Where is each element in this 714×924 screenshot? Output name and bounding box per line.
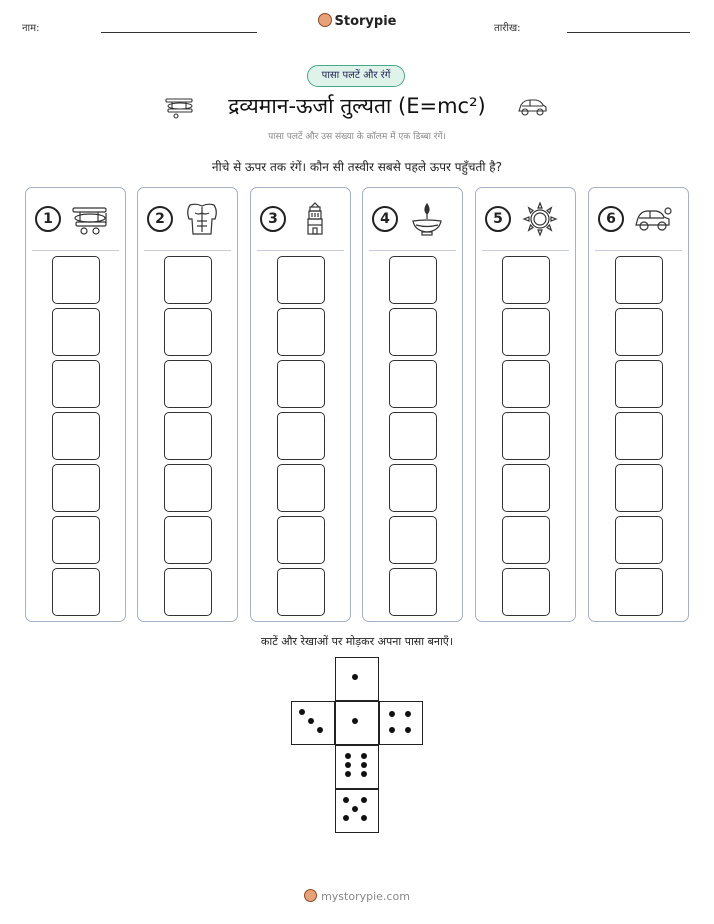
dice-pip — [343, 797, 349, 803]
color-box[interactable] — [277, 360, 325, 408]
name-label: नाम: — [22, 23, 40, 34]
dice-face-top — [335, 657, 379, 701]
dice-face-left — [291, 701, 335, 745]
column-number: 6 — [598, 206, 624, 232]
column-number: 1 — [35, 206, 61, 232]
color-box[interactable] — [502, 464, 550, 512]
column-4 — [362, 187, 463, 622]
color-box[interactable] — [389, 516, 437, 564]
color-box[interactable] — [52, 256, 100, 304]
color-box[interactable] — [164, 256, 212, 304]
title-car-icon — [516, 95, 550, 119]
color-box[interactable] — [389, 360, 437, 408]
dice-pip — [345, 753, 351, 759]
color-box[interactable] — [52, 412, 100, 460]
dice-pip — [317, 727, 323, 733]
color-box[interactable] — [615, 412, 663, 460]
color-box[interactable] — [615, 256, 663, 304]
dice-pip — [361, 815, 367, 821]
column-number: 4 — [372, 206, 398, 232]
color-box[interactable] — [502, 360, 550, 408]
color-box[interactable] — [389, 568, 437, 616]
color-box[interactable] — [615, 516, 663, 564]
color-box[interactable] — [52, 464, 100, 512]
footer — [0, 889, 714, 903]
column-number: 3 — [260, 206, 286, 232]
color-box[interactable] — [615, 464, 663, 512]
color-box[interactable] — [164, 516, 212, 564]
dice-face-bottom — [335, 789, 379, 833]
dice-pip — [345, 771, 351, 777]
color-box[interactable] — [52, 516, 100, 564]
car-icon — [633, 201, 673, 237]
column-3 — [250, 187, 351, 622]
color-box[interactable] — [52, 568, 100, 616]
storypie-logo-icon — [318, 13, 332, 27]
date-label: तारीख: — [494, 23, 521, 34]
column-divider — [32, 250, 119, 251]
color-box[interactable] — [615, 308, 663, 356]
color-box[interactable] — [389, 412, 437, 460]
dice-face-center — [335, 701, 379, 745]
column-divider — [482, 250, 569, 251]
name-line — [101, 32, 257, 33]
column-divider — [144, 250, 231, 251]
dice-face-right — [379, 701, 423, 745]
color-box[interactable] — [277, 412, 325, 460]
dice-face-lower — [335, 745, 379, 789]
color-box[interactable] — [502, 412, 550, 460]
color-box[interactable] — [277, 568, 325, 616]
dice-pip — [308, 718, 314, 724]
footer-url: mystorypie.com — [321, 890, 410, 903]
dice-pip — [405, 711, 411, 717]
color-box[interactable] — [615, 568, 663, 616]
muscle-torso-icon — [182, 201, 222, 237]
dice-pip — [361, 753, 367, 759]
color-box[interactable] — [277, 516, 325, 564]
column-divider — [369, 250, 456, 251]
dice-pip — [389, 711, 395, 717]
color-box[interactable] — [52, 308, 100, 356]
color-box[interactable] — [502, 308, 550, 356]
dice-pip — [361, 762, 367, 768]
activity-badge: पासा पलटें और रंगें — [307, 65, 405, 87]
column-divider — [595, 250, 682, 251]
color-box[interactable] — [164, 308, 212, 356]
column-divider — [257, 250, 344, 251]
diya-lamp-icon — [407, 201, 447, 237]
dice-pip — [405, 727, 411, 733]
color-box[interactable] — [164, 464, 212, 512]
color-box[interactable] — [502, 256, 550, 304]
cut-instruction: काटें और रेखाओं पर मोड़कर अपना पासा बनाएँ। — [260, 635, 454, 648]
color-box[interactable] — [389, 256, 437, 304]
dice-pip — [361, 797, 367, 803]
column-2 — [137, 187, 238, 622]
biplane-icon — [70, 201, 110, 237]
tower-icon — [295, 201, 335, 237]
dice-pip — [361, 771, 367, 777]
dice-pip — [345, 762, 351, 768]
dice-pip — [352, 718, 358, 724]
color-box[interactable] — [277, 308, 325, 356]
color-box[interactable] — [52, 360, 100, 408]
dice-pip — [343, 815, 349, 821]
color-box[interactable] — [502, 568, 550, 616]
dice-pip — [389, 727, 395, 733]
color-box[interactable] — [277, 256, 325, 304]
dice-pip — [299, 709, 305, 715]
dice-pip — [352, 674, 358, 680]
dice-pip — [352, 806, 358, 812]
page-subtitle: पासा पलटें और उस संख्या के कॉलम में एक डिब्बा रंगें। — [268, 132, 446, 142]
color-box[interactable] — [502, 516, 550, 564]
column-number: 2 — [147, 206, 173, 232]
color-box[interactable] — [164, 568, 212, 616]
color-box[interactable] — [164, 360, 212, 408]
brand-logo — [0, 13, 714, 29]
color-box[interactable] — [277, 464, 325, 512]
column-number: 5 — [485, 206, 511, 232]
color-box[interactable] — [164, 412, 212, 460]
column-6 — [588, 187, 689, 622]
brand-name: Storypie — [334, 14, 397, 29]
date-line — [567, 32, 690, 33]
sun-icon — [520, 201, 560, 237]
page-title: द्रव्यमान-ऊर्जा तुल्यता (E=mc²) — [228, 94, 486, 118]
storypie-logo-icon — [304, 889, 317, 902]
color-box[interactable] — [389, 308, 437, 356]
color-box[interactable] — [389, 464, 437, 512]
page-question: नीचे से ऊपर तक रंगें। कौन सी तस्वीर सबसे पहले ऊपर पहुँचती है? — [211, 160, 503, 174]
column-5 — [475, 187, 576, 622]
color-box[interactable] — [615, 360, 663, 408]
column-1 — [25, 187, 126, 622]
